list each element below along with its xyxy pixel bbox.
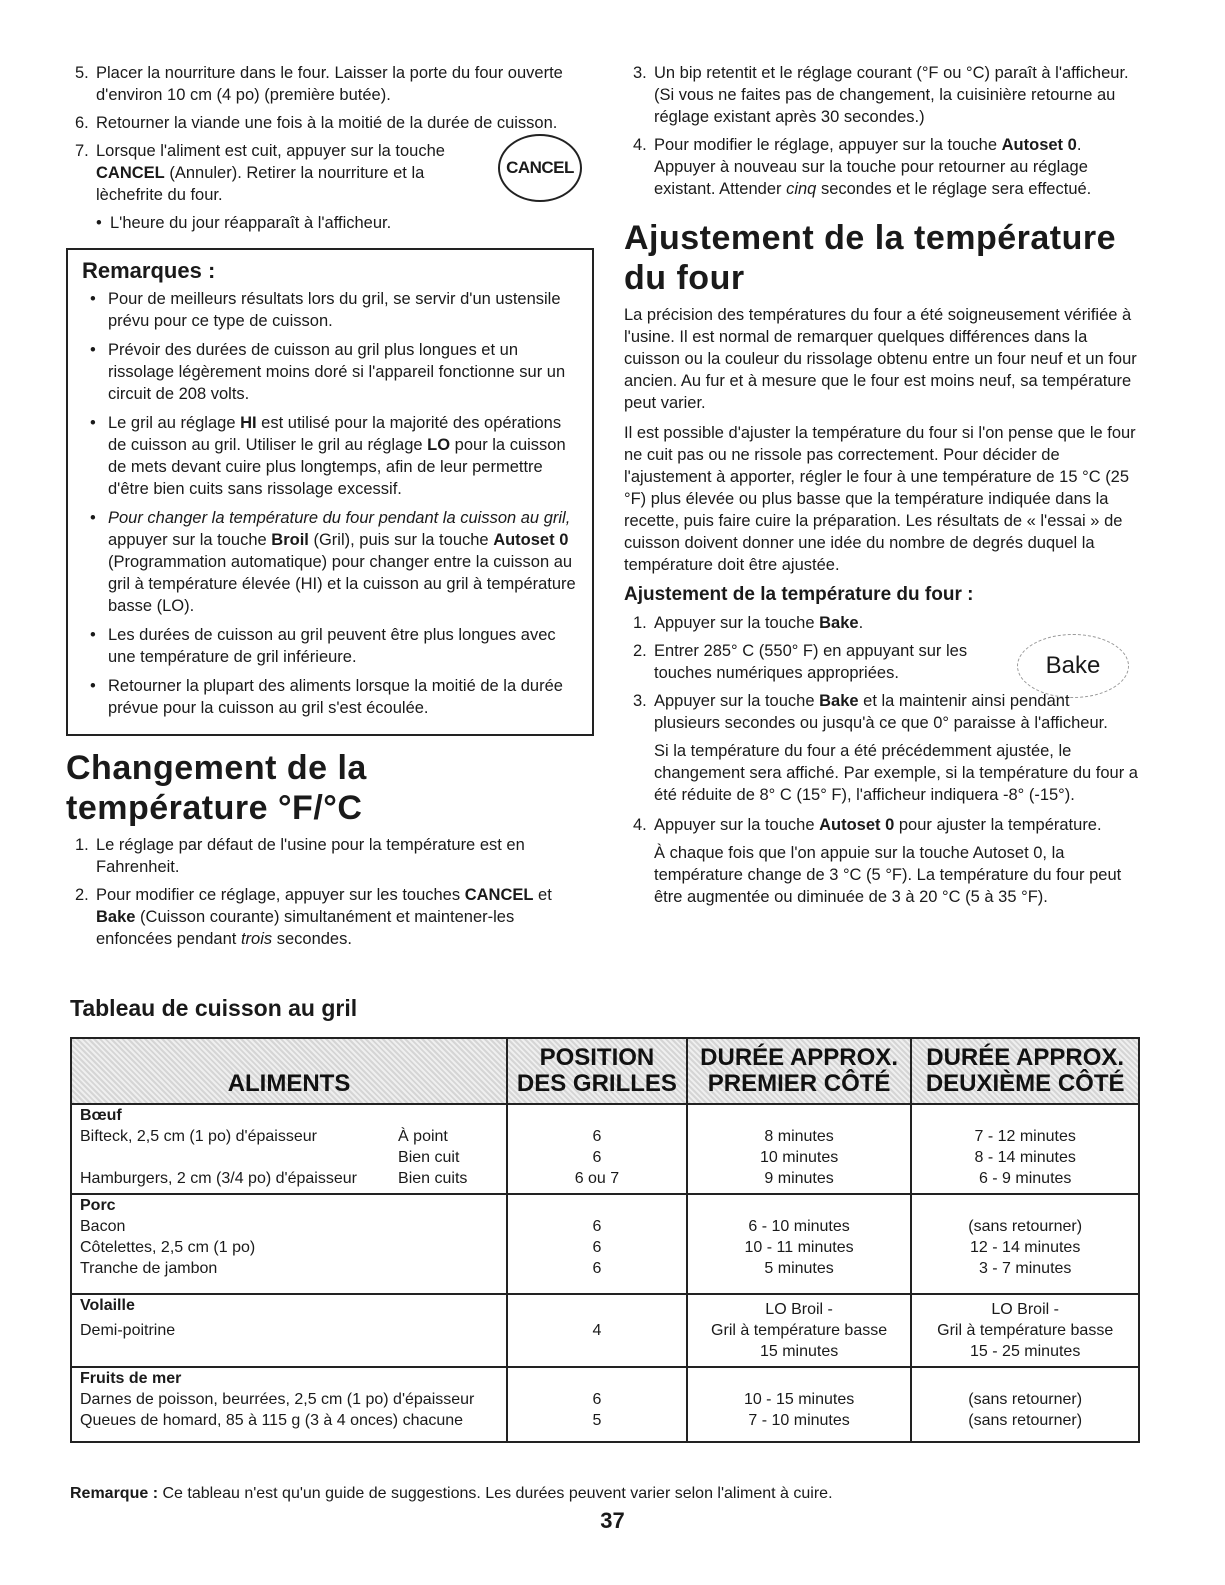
step-number: 3. [633, 692, 647, 710]
step-note: Si la température du four a été précédemment ajustée, le changement sera affiché. Par exemple, si la température du four a été réduite de 8° C (15° F), l'afficheur indiquera -8° (-15°). [654, 742, 1138, 804]
step-number: 2. [75, 886, 89, 904]
second-side-cell: (sans retourner) [911, 1389, 1139, 1410]
step-text: Placer la nourriture dans le four. Laisser la porte du four ouverte d'environ 10 cm (4 po) (première butée). [96, 64, 563, 104]
table-row [71, 1237, 1139, 1258]
table-row [71, 1341, 1139, 1367]
step-text: Appuyer sur la touche [654, 614, 820, 632]
footnote [70, 1485, 833, 1503]
second-side-cell: 8 - 14 minutes [911, 1147, 1139, 1168]
position-cell: 4 [507, 1320, 687, 1341]
step-text: (Annuler). Retirer la nourriture et la lèchefrite du four. [96, 164, 425, 204]
page-number: 37 [600, 1508, 625, 1533]
second-side-cell: 6 - 9 minutes [911, 1168, 1139, 1194]
category-pork: Porc [71, 1194, 507, 1216]
fc-step-3 [624, 62, 1139, 128]
remark-bold: LO [427, 436, 451, 454]
adjust-step-3 [624, 690, 1139, 734]
step-7-block [66, 140, 594, 234]
position-cell: 5 [507, 1410, 687, 1442]
position-cell: 6 [507, 1216, 687, 1237]
table-row [71, 1216, 1139, 1237]
table-row [71, 1410, 1139, 1442]
table-row [71, 1367, 1139, 1389]
first-side-cell: 5 minutes [687, 1258, 912, 1294]
table-title: Tableau de cuisson au gril [70, 995, 358, 1021]
first-side-cell: 9 minutes [687, 1168, 912, 1194]
table-row [71, 1389, 1139, 1410]
remark-bold: HI [240, 414, 257, 432]
first-side-cell: 6 - 10 minutes [687, 1216, 912, 1237]
table-row [71, 1126, 1139, 1147]
remark-item: • Retourner la plupart des aliments lorsque la moitié de la durée prévue pour la cuisson au gril s'est écoulée. [82, 675, 582, 719]
table-row [71, 1168, 1139, 1194]
second-side-cell: 7 - 12 minutes [911, 1126, 1139, 1147]
fc-step-4 [624, 134, 1139, 200]
position-cell: 6 [507, 1389, 687, 1410]
step-5 [66, 62, 594, 106]
remarks-title: Remarques : [82, 258, 216, 283]
step-text: Lorsque l'aliment est cuit, appuyer sur la touche [96, 142, 445, 160]
step-text: et la maintenir ainsi pendant plusieurs secondes ou jusqu'à ce que 0° paraisse à l'afficheur. [654, 692, 1108, 732]
second-side-cell: 15 - 25 minutes [911, 1341, 1139, 1367]
step-text: Retourner la viande une fois à la moitié de la durée de cuisson. [96, 114, 558, 132]
doneness-cell: Bien cuits [398, 1170, 468, 1187]
step-number: 7. [75, 142, 89, 160]
remark-bold: Broil [271, 531, 309, 549]
category-seafood: Fruits de mer [71, 1367, 507, 1389]
adjust-step-4 [624, 814, 1139, 836]
step-italic: cinq [786, 180, 817, 198]
remark-item: • Pour de meilleurs résultats lors du gril, se servir d'un ustensile prévu pour ce type de cuisson. [82, 288, 582, 332]
step-text: Un bip retentit et le réglage courant (°F ou °C) paraît à l'afficheur. (Si vous ne faites pas de changement, la cuisinière retourne au réglage existant après 30 secondes.) [654, 64, 1129, 126]
step-number: 5. [75, 64, 89, 82]
fc-step-2 [66, 884, 594, 950]
table-row [71, 1320, 1139, 1341]
step-note: À chaque fois que l'on appuie sur la touche Autoset 0, la température change de 3 °C (5 °F). La température du four peut être augmentée ou diminuée de 3 à 20 °C (5 à 35 °F). [654, 844, 1122, 906]
second-side-cell: (sans retourner) [911, 1216, 1139, 1237]
step-number: 2. [633, 642, 647, 660]
remarks-box [66, 248, 594, 736]
bake-key-label: Bake [1045, 652, 1101, 679]
first-side-cell: LO Broil - [687, 1294, 912, 1320]
remark-item [82, 412, 582, 500]
heading-line: Ajustement de la température [624, 219, 1117, 257]
food-cell: Bifteck, 2,5 cm (1 po) d'épaisseur [80, 1128, 317, 1145]
table-row [71, 1104, 1139, 1126]
table-row [71, 1294, 1139, 1320]
step-text: . [858, 614, 864, 632]
step-text: Appuyer sur la touche [654, 816, 820, 834]
step-number: 6. [75, 114, 89, 132]
step-text: et [533, 886, 552, 904]
adjust-step-1 [624, 612, 1139, 634]
first-side-cell: Gril à température basse [687, 1320, 912, 1341]
food-cell: Tranche de jambon [71, 1258, 507, 1294]
step-number: 4. [633, 816, 647, 834]
remark-text: (Gril), puis sur la touche [308, 531, 494, 549]
step-text: (Cuisson courante) simultanément et maintener-les enfoncées pendant [96, 908, 515, 948]
cancel-key-label: CANCEL [506, 158, 574, 177]
doneness-cell: À point [398, 1128, 448, 1145]
header-second-side: DURÉE APPROX. DEUXIÈME CÔTÉ [911, 1038, 1139, 1104]
first-side-cell: 15 minutes [687, 1341, 912, 1367]
step-bold: Bake [819, 692, 859, 710]
step-bold: Autoset 0 [819, 816, 895, 834]
header-first-side: DURÉE APPROX. PREMIER CÔTÉ [687, 1038, 912, 1104]
step-text: Entrer 285° C (550° F) en appuyant sur les touches numériques appropriées. [654, 642, 968, 682]
remark-text: pour la cuisson de mets devant cuire plus longtemps, afin de leur permettre d'être bien cuits sans rissolage excessif. [108, 436, 566, 498]
broil-table [70, 1037, 1140, 1443]
remark-item: • Les durées de cuisson au gril peuvent être plus longues avec une température de gril inférieure. [82, 624, 582, 668]
remark-text: Le gril au réglage [108, 414, 241, 432]
step-text: . Appuyer à nouveau sur la touche pour retourner au réglage existant. Attender [654, 136, 1088, 198]
step-bold: CANCEL [464, 886, 534, 904]
step-bold: Autoset 0 [1001, 136, 1077, 154]
step-number: 3. [633, 64, 647, 82]
step-number: 4. [633, 136, 647, 154]
bake-key-icon [1017, 634, 1129, 698]
footnote-label: Remarque : [70, 1485, 159, 1502]
table-row [71, 1258, 1139, 1294]
second-side-cell: Gril à température basse [911, 1320, 1139, 1341]
right-column [624, 62, 1139, 916]
position-cell: 6 [507, 1126, 687, 1147]
food-cell: Darnes de poisson, beurrées, 2,5 cm (1 po) d'épaisseur [71, 1389, 507, 1410]
remark-text: (Programmation automatique) pour changer entre la cuisson au gril à température élevée (HI) et la cuisson au gril à température basse (LO). [108, 553, 576, 615]
food-cell: Queues de homard, 85 à 115 g (3 à 4 onces) chacune [71, 1410, 507, 1442]
category-beef: Bœuf [71, 1104, 507, 1126]
sub-heading: Ajustement de la température du four : [624, 584, 974, 605]
step-bold: Bake [819, 614, 859, 632]
first-side-cell: 8 minutes [687, 1126, 912, 1147]
footnote-text: Ce tableau n'est qu'un guide de suggestions. Les durées peuvent varier selon l'aliment à cuire. [158, 1485, 833, 1502]
step-bold: Bake [96, 908, 136, 926]
first-side-cell: 10 - 15 minutes [687, 1389, 912, 1410]
doneness-cell: Bien cuit [398, 1149, 460, 1166]
remark-italic: Pour changer la température du four pendant la cuisson au gril, [108, 509, 571, 527]
section-heading-adjust [624, 218, 1139, 298]
remark-item [82, 507, 582, 617]
cancel-key-icon [498, 134, 582, 202]
step-text: secondes et le réglage sera effectué. [816, 180, 1092, 198]
position-cell: 6 [507, 1258, 687, 1294]
paragraph: La précision des températures du four a été soigneusement vérifiée à l'usine. Il est normal de remarquer quelques différences dans la cuisson ou la couleur du rissolage obtenu entre un four neuf et un four ancien. Au fur et à mesure que le four est moins neuf, sa température peut varier. [624, 306, 1137, 412]
table-row [71, 1194, 1139, 1216]
table-header-row [71, 1038, 1139, 1104]
sub-bullet: • L'heure du jour réapparaît à l'afficheur. [66, 212, 594, 234]
position-cell: 6 [507, 1147, 687, 1168]
heading-line: du four [624, 259, 745, 297]
second-side-cell: LO Broil - [911, 1294, 1139, 1320]
step-text: Pour modifier ce réglage, appuyer sur les touches [96, 886, 465, 904]
first-side-cell: 10 - 11 minutes [687, 1237, 912, 1258]
fc-step-1 [66, 834, 594, 878]
paragraph: Il est possible d'ajuster la température du four si l'on pense que le four ne cuit pas ou ne rissole pas correctement. Pour décider de l'ajustement à apporter, régler le four à une température de 15 °C (25 °F) plus élevée ou plus basse que la température indiquée dans la recette, puis faire cuire la préparation. Les résultats de « l'essai » de cuisson doivent donner une idée du nombre de degrés duquel la température doit être ajustée. [624, 424, 1136, 574]
first-side-cell: 10 minutes [687, 1147, 912, 1168]
section-heading-fc [66, 748, 594, 828]
remark-bold: Autoset 0 [493, 531, 569, 549]
left-column [66, 62, 594, 956]
food-cell: Côtelettes, 2,5 cm (1 po) [71, 1237, 507, 1258]
second-side-cell: 3 - 7 minutes [911, 1258, 1139, 1294]
step-text: pour ajuster la température. [894, 816, 1102, 834]
heading-line: Changement de la [66, 749, 367, 787]
category-poultry: Volaille [71, 1294, 507, 1320]
food-cell: Bacon [71, 1216, 507, 1237]
remark-item: • Prévoir des durées de cuisson au gril plus longues et un rissolage légèrement moins doré si l'appareil fonctionne sur un circuit de 208 volts. [82, 339, 582, 405]
adjust-step-2-block [624, 640, 1139, 684]
step-6 [66, 112, 594, 134]
step-number: 1. [75, 836, 89, 854]
position-cell: 6 [507, 1237, 687, 1258]
position-cell: 6 ou 7 [507, 1168, 687, 1194]
heading-line: température °F/°C [66, 789, 363, 827]
remark-text: est utilisé pour la majorité des opérations de cuisson au gril. Utiliser le gril au réglage [108, 414, 562, 454]
table-row [71, 1147, 1139, 1168]
step-text: Appuyer sur la touche [654, 692, 820, 710]
food-cell: Hamburgers, 2 cm (3/4 po) d'épaisseur [80, 1170, 357, 1187]
first-side-cell: 7 - 10 minutes [687, 1410, 912, 1442]
header-position: POSITION DES GRILLES [507, 1038, 687, 1104]
second-side-cell: 12 - 14 minutes [911, 1237, 1139, 1258]
step-text: Pour modifier le réglage, appuyer sur la touche [654, 136, 1002, 154]
header-aliments: ALIMENTS [71, 1038, 507, 1104]
step-text: Le réglage par défaut de l'usine pour la température est en Fahrenheit. [96, 836, 525, 876]
second-side-cell: (sans retourner) [911, 1410, 1139, 1442]
step-text: secondes. [272, 930, 352, 948]
step-number: 1. [633, 614, 647, 632]
remark-text: appuyer sur la touche [108, 531, 272, 549]
food-cell: Demi-poitrine [71, 1320, 507, 1341]
step-bold: CANCEL [96, 164, 165, 182]
step-italic: trois [240, 930, 273, 948]
